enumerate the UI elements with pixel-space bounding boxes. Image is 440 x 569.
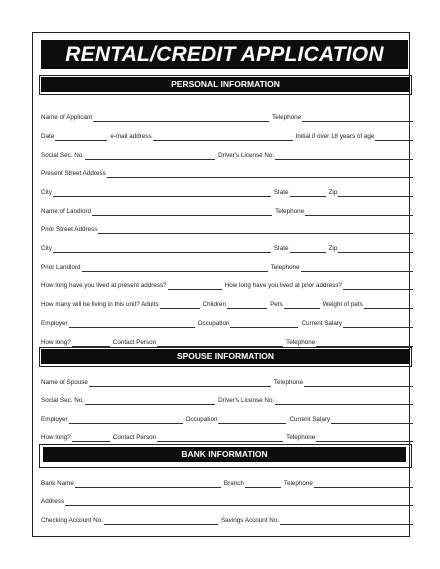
label-telephone: Telephone: [286, 339, 316, 346]
field-present-street[interactable]: [107, 170, 413, 178]
label-pets: Pets: [270, 301, 283, 308]
label-city: City: [41, 245, 52, 252]
label-occupation: Occupation: [185, 416, 218, 423]
field-adults[interactable]: [160, 301, 200, 309]
label-date: Date: [41, 133, 55, 140]
spouse-section-title: SPOUSE INFORMATION: [41, 349, 410, 364]
label-branch: Branch: [223, 480, 244, 487]
label-zip: Zip: [328, 189, 338, 196]
field-prior-street[interactable]: [98, 226, 413, 234]
field-how-long-present[interactable]: [168, 282, 222, 290]
field-spouse-how-long[interactable]: [72, 434, 110, 442]
field-spouse-contact-person[interactable]: [157, 434, 283, 442]
row-applicant: [41, 112, 413, 122]
label-address: Address: [41, 498, 65, 505]
label-name-of-landlord: Name of Landlord: [41, 208, 92, 215]
row-occupants: [41, 299, 413, 309]
field-how-long[interactable]: [72, 339, 110, 347]
field-prior-landlord[interactable]: [82, 264, 268, 272]
field-how-long-prior[interactable]: [343, 282, 413, 290]
field-occupation[interactable]: [230, 320, 298, 328]
label-contact-person: Contact Person: [112, 339, 157, 346]
field-bank-name[interactable]: [75, 480, 221, 488]
personal-section-title: PERSONAL INFORMATION: [41, 77, 410, 92]
label-name-of-spouse: Name of Spouse: [41, 379, 88, 386]
field-state[interactable]: [290, 189, 326, 197]
field-city[interactable]: [53, 189, 271, 197]
row-bank-address: [41, 496, 413, 506]
field-employer[interactable]: [69, 320, 195, 328]
field-spouse-contact-telephone[interactable]: [316, 434, 413, 442]
label-initial-18: Initial if over 18 years of age: [295, 133, 375, 140]
field-current-salary[interactable]: [343, 320, 413, 328]
label-email: e-mail address: [110, 133, 152, 140]
label-how-long-prior: How long have you lived at prior address?: [224, 282, 342, 289]
label-social-sec: Social Sec. No.: [41, 152, 85, 159]
row-present-street: [41, 168, 413, 178]
label-state: State: [273, 245, 289, 252]
field-drivers-license[interactable]: [275, 152, 413, 160]
field-prior-city[interactable]: [53, 245, 271, 253]
field-spouse-current-salary[interactable]: [331, 416, 413, 424]
label-children: Children: [202, 301, 227, 308]
label-telephone: Telephone: [283, 480, 313, 487]
label-checking: Checking Account No.: [41, 517, 103, 524]
field-prior-landlord-telephone[interactable]: [301, 264, 413, 272]
label-drivers-license: Driver's License No.: [218, 397, 275, 404]
row-accounts: [41, 515, 413, 525]
field-contact-person[interactable]: [157, 339, 283, 347]
field-name-of-applicant[interactable]: [93, 114, 269, 122]
field-email[interactable]: [153, 133, 293, 141]
label-employer: Employer: [41, 416, 68, 423]
row-landlord: [41, 206, 413, 216]
label-prior-street: Prior Street Address: [41, 226, 98, 233]
field-spouse-telephone[interactable]: [304, 379, 413, 387]
field-prior-state[interactable]: [290, 245, 326, 253]
field-children[interactable]: [227, 301, 267, 309]
label-telephone: Telephone: [273, 379, 303, 386]
label-how-long-present: How long have you lived at present address?: [41, 282, 167, 289]
field-name-of-spouse[interactable]: [89, 379, 271, 387]
label-social-sec: Social Sec. No.: [41, 397, 85, 404]
label-savings: Savings Account No.: [220, 517, 280, 524]
row-prior-city-state-zip: [41, 243, 413, 253]
field-spouse-occupation[interactable]: [218, 416, 286, 424]
label-telephone: Telephone: [275, 208, 305, 215]
row-ssn-license: [41, 150, 413, 160]
field-pets[interactable]: [284, 301, 320, 309]
row-spouse-name: [41, 377, 413, 387]
form-title: RENTAL/CREDIT APPLICATION: [41, 40, 408, 69]
label-state: State: [273, 189, 289, 196]
label-occupation: Occupation: [197, 320, 230, 327]
label-current-salary: Current Salary: [289, 416, 331, 423]
row-prior-landlord: [41, 262, 413, 272]
label-zip: Zip: [328, 245, 338, 252]
row-spouse-ssn-license: [41, 395, 413, 405]
bank-section-title: BANK INFORMATION: [43, 447, 406, 462]
field-branch[interactable]: [245, 480, 281, 488]
field-zip[interactable]: [338, 189, 413, 197]
field-weight-of-pets[interactable]: [364, 301, 413, 309]
label-drivers-license: Driver's License No.: [218, 152, 275, 159]
row-city-state-zip: [41, 187, 413, 197]
label-name-of-applicant: Name of Applicant: [41, 114, 93, 121]
field-prior-zip[interactable]: [338, 245, 413, 253]
row-date-email: [41, 131, 413, 141]
label-contact-person: Contact Person: [112, 434, 157, 441]
field-savings[interactable]: [280, 517, 413, 525]
label-telephone: Telephone: [286, 434, 316, 441]
field-telephone[interactable]: [302, 114, 413, 122]
field-bank-telephone[interactable]: [314, 480, 413, 488]
label-how-long: How long?: [41, 434, 71, 441]
field-social-sec[interactable]: [85, 152, 215, 160]
label-telephone: Telephone: [270, 264, 300, 271]
label-weight-of-pets: Weight of pets: [322, 301, 363, 308]
field-bank-address[interactable]: [65, 498, 413, 506]
label-present-street: Present Street Address: [41, 170, 106, 177]
label-bank-name: Bank Name: [41, 480, 74, 487]
row-how-long-contact: [41, 337, 413, 347]
label-prior-landlord: Prior Landlord: [41, 264, 81, 271]
label-telephone: Telephone: [272, 114, 302, 121]
label-employer: Employer: [41, 320, 68, 327]
row-prior-street: [41, 224, 413, 234]
field-landlord-telephone[interactable]: [305, 208, 413, 216]
field-initial-18[interactable]: [375, 133, 413, 141]
field-spouse-employer[interactable]: [69, 416, 183, 424]
row-bank-name: [41, 478, 413, 488]
label-city: City: [41, 189, 52, 196]
field-spouse-drivers-license[interactable]: [275, 397, 413, 405]
label-how-long: How long?: [41, 339, 71, 346]
row-spouse-how-long-contact: [41, 432, 413, 442]
row-how-long: [41, 280, 413, 290]
field-name-of-landlord[interactable]: [92, 208, 272, 216]
label-current-salary: Current Salary: [301, 320, 343, 327]
label-how-many: How many will be living in this unit? Adults: [41, 301, 159, 308]
row-employment: [41, 318, 413, 328]
row-spouse-employment: [41, 414, 413, 424]
field-date[interactable]: [55, 133, 107, 141]
field-contact-telephone[interactable]: [316, 339, 413, 347]
field-spouse-social-sec[interactable]: [85, 397, 215, 405]
field-checking[interactable]: [104, 517, 218, 525]
